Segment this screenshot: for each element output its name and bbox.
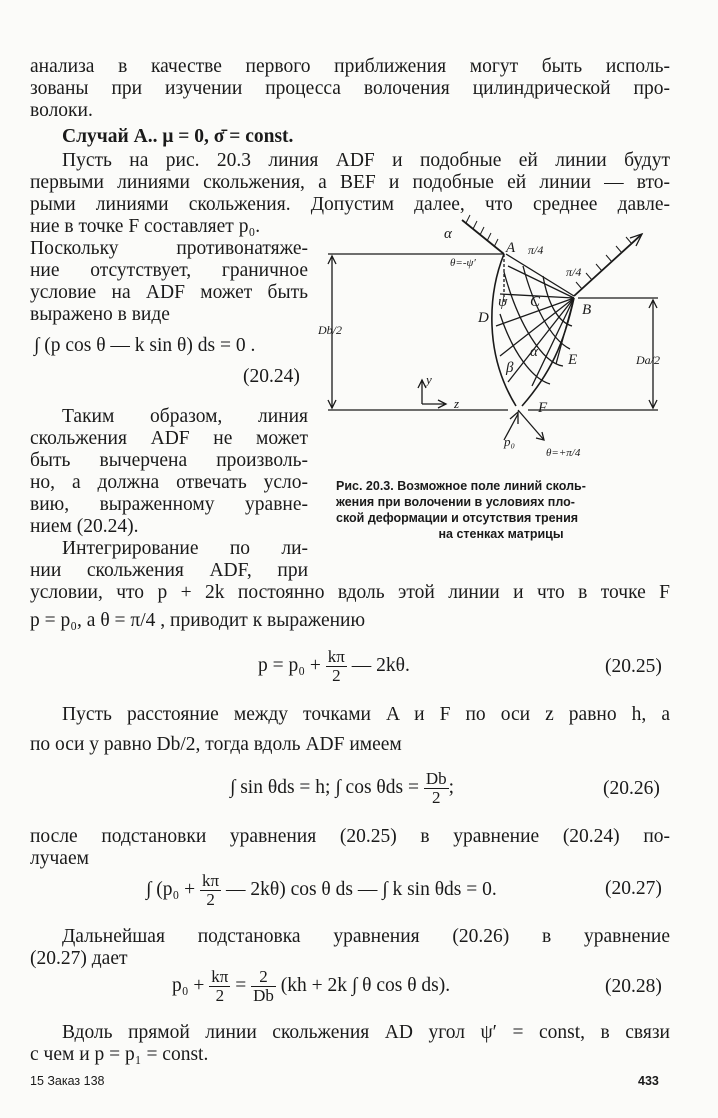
text-line: условии, что p + 2k постоянно вдоль этой линии и что в точке F bbox=[30, 582, 670, 603]
caption-line: ской деформации и отсутствия трения bbox=[336, 511, 579, 525]
text-line: Пусть на рис. 20.3 линия ADF и подобные ей линии будут bbox=[62, 150, 670, 171]
text-line: с чем и p = p₁ = const. bbox=[30, 1044, 209, 1065]
equation-20-26 bbox=[230, 770, 454, 807]
die-wall-left bbox=[462, 220, 504, 254]
equation-number: (20.26) bbox=[603, 778, 660, 799]
equation-number: (20.24) bbox=[243, 366, 300, 387]
text-line: по оси y равно Db/2, тогда вдоль ADF имеем bbox=[30, 734, 402, 755]
fraction-denominator: 2 bbox=[215, 986, 225, 1005]
text-line: нием (20.24). bbox=[30, 516, 139, 537]
fraction-denominator: 2 bbox=[332, 666, 341, 685]
text-line: волоки. bbox=[30, 100, 93, 121]
text-line: лучаем bbox=[30, 848, 89, 869]
label-theta-top: θ=-ψ′ bbox=[450, 257, 476, 269]
eq-part: (kh + 2k ∫ θ cos θ ds). bbox=[280, 974, 451, 996]
text-line: Вдоль прямой линии скольжения AD угол ψ′ = const, в связи bbox=[62, 1022, 670, 1043]
text-line: Таким образом, линия bbox=[62, 406, 308, 427]
eq-part: ∫ cos θds = bbox=[335, 776, 419, 798]
figure-caption bbox=[336, 478, 676, 542]
label-y: y bbox=[426, 372, 432, 387]
text-line: ние в точке F составляет p₀. bbox=[30, 216, 261, 237]
fraction-denominator: 2 bbox=[206, 890, 215, 909]
fraction-numerator: Db bbox=[425, 769, 447, 788]
fraction-denominator: 2 bbox=[431, 788, 441, 807]
label-pi4-b: π/4 bbox=[566, 265, 582, 279]
equation-20-24: ∫ (p cos θ — k sin θ) ds = 0 . bbox=[34, 335, 256, 356]
eq-part: — 2kθ. bbox=[351, 654, 410, 676]
text-line: ние отсутствует, граничное bbox=[30, 260, 308, 281]
text-line: зованы при изучении процесса волочения цилиндрической про- bbox=[30, 78, 670, 99]
text-line: выражено в виде bbox=[30, 304, 170, 325]
label-psi: ψ bbox=[498, 294, 508, 310]
label-E: E bbox=[568, 352, 578, 368]
equation-20-27 bbox=[146, 872, 497, 909]
section-heading: Случай А.. μ = 0, σ̄ = const. bbox=[62, 126, 294, 147]
caption-line: Рис. 20.3. Возможное поле линий сколь- bbox=[336, 479, 586, 493]
caption-line: жения при волочении в условиях пло- bbox=[336, 495, 575, 509]
fraction-numerator: kπ bbox=[211, 967, 229, 986]
label-theta-bottom: θ=+π/4 bbox=[546, 447, 581, 459]
text-line: рыми линиями скольжения. Допустим далее, что среднее давле- bbox=[30, 194, 670, 215]
text-line: но, а должна отвечать усло- bbox=[30, 472, 308, 493]
text-line: (20.27) дает bbox=[30, 948, 128, 969]
fraction bbox=[209, 968, 230, 1005]
fraction-numerator: kπ bbox=[202, 871, 220, 890]
text-line: быть вычерчена произволь- bbox=[30, 450, 308, 471]
text-line: Поскольку противонатяже- bbox=[30, 238, 308, 259]
label-alpha: α bbox=[530, 344, 538, 360]
hatching-right bbox=[576, 237, 632, 289]
text-line: после подстановки уравнения (20.25) в уравнение (20.24) по- bbox=[30, 826, 670, 847]
label-B: B bbox=[582, 302, 592, 318]
fraction bbox=[424, 770, 449, 807]
figure-slip-line-field bbox=[318, 214, 698, 464]
label-db-2: Db/2 bbox=[318, 323, 342, 337]
eq-part: ; bbox=[448, 776, 455, 798]
fraction-denominator: Db bbox=[253, 986, 274, 1005]
label-alpha-top: α bbox=[444, 226, 452, 242]
label-p0: p₀ bbox=[504, 434, 516, 449]
text-line: p = p₀, а θ = π/4 , приводит к выражению bbox=[30, 610, 366, 631]
label-beta: β bbox=[506, 360, 514, 376]
text-line: Дальнейшая подстановка уравнения (20.26) в уравнение bbox=[62, 926, 670, 947]
eq-part: p = p₀ + bbox=[258, 654, 321, 676]
text-line: Интегрирование по ли- bbox=[62, 538, 308, 559]
fraction bbox=[326, 648, 347, 685]
label-A: A bbox=[506, 240, 516, 256]
fraction-numerator: 2 bbox=[251, 968, 276, 987]
fraction bbox=[200, 872, 221, 909]
fraction bbox=[251, 968, 276, 1005]
label-D: D bbox=[478, 310, 489, 326]
eq-part: = bbox=[235, 974, 247, 996]
fraction-numerator: kπ bbox=[327, 647, 345, 666]
text-line: Пусть расстояние между точками A и F по оси z равно h, а bbox=[62, 704, 670, 725]
eq-part: ∫ sin θds = h; bbox=[230, 776, 331, 798]
text-line: первыми линиями скольжения, а BEF и подобные ей линии — вто- bbox=[30, 172, 670, 193]
label-z: z bbox=[454, 396, 460, 411]
equation-number: (20.28) bbox=[605, 976, 662, 997]
text-line: скольжения ADF не может bbox=[30, 428, 308, 449]
label-F: F bbox=[538, 400, 548, 416]
label-C: C bbox=[530, 294, 541, 310]
text-line: нии скольжения ADF, при bbox=[30, 560, 308, 581]
equation-20-25 bbox=[258, 648, 410, 685]
text-line: анализа в качестве первого приближения могут быть исполь- bbox=[30, 56, 670, 77]
equation-20-28 bbox=[172, 968, 450, 1005]
label-da-2: Da/2 bbox=[636, 353, 660, 367]
eq-part: p₀ + bbox=[172, 974, 205, 996]
caption-line: на стенках матрицы bbox=[438, 527, 564, 541]
eq-part: — 2kθ) cos θ ds — ∫ k sin θds = 0. bbox=[225, 878, 497, 900]
page-number: 433 bbox=[638, 1074, 659, 1088]
equation-number: (20.27) bbox=[605, 878, 662, 899]
eq-part: ∫ (p₀ + bbox=[146, 878, 196, 900]
footer-print-note: 15 Заказ 138 bbox=[30, 1074, 105, 1088]
equation-number: (20.25) bbox=[605, 656, 662, 677]
hatching-left bbox=[466, 215, 498, 247]
text-line: условие на ADF может быть bbox=[30, 282, 308, 303]
label-pi4-a: π/4 bbox=[528, 243, 544, 257]
text-line: вию, выраженному уравне- bbox=[30, 494, 308, 515]
